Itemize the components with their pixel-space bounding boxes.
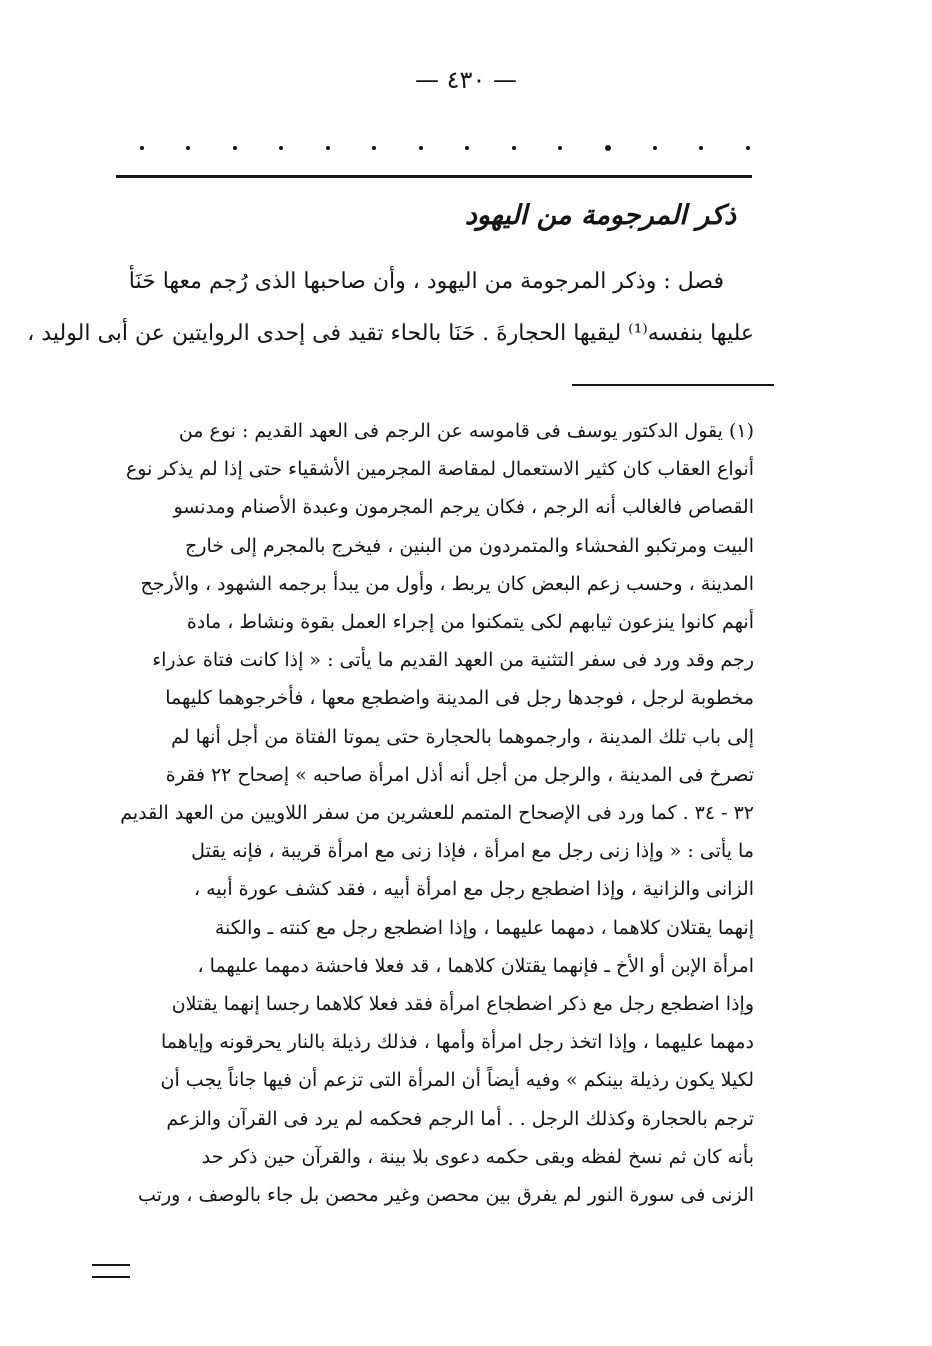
- footnote-line: تصرخ فى المدينة ، والرجل من أجل أنه أذل امرأة صاحبه » إصحاح ٢٢ فقرة: [165, 763, 754, 786]
- footnote-line: أنواع العقاب كان كثير الاستعمال لمقاصة المجرمين الأشقياء حتى إذا لم يذكر نوع: [125, 458, 754, 481]
- ornamental-dot-row: [140, 138, 750, 158]
- footnote-line: رجم وقد ورد فى سفر التثنية من العهد القديم ما يأتى : « إذا كانت فتاة عذراء: [152, 649, 754, 672]
- footnote-line: الزانى والزانية ، وإذا اضطجع رجل مع امرأة أبيه ، فقد كشف عورة أبيه ،: [193, 878, 754, 901]
- footnote-line: ترجم بالحجارة وكذلك الرجل . . أما الرجم فحكمه لم يرد فى القرآن والزعم: [166, 1107, 754, 1130]
- ornament-dot: [558, 146, 562, 150]
- main-text: [27, 256, 754, 360]
- footnote-line: أنهم كانوا ينزعون ثيابهم لكى يتمكنوا من إجراء العمل بقوة ونشاط ، مادة: [186, 611, 754, 634]
- footnote-line: ٣٢ - ٣٤ . كما ورد فى الإصحاح المتمم للعشرين من سفر اللاويين من العهد القديم: [120, 802, 754, 825]
- ornament-dot: [140, 146, 144, 150]
- header-rule: [116, 175, 752, 178]
- ornament-dot: [699, 146, 703, 150]
- footnote-line: البيت ومرتكبو الفحشاء والمتمردون من البنين ، فيخرج بالمجرم إلى خارج: [185, 534, 754, 557]
- footnote-separator: [572, 384, 774, 386]
- footnote-line: بأنه كان ثم نسخ لفظه وبقى حكمه دعوى بلا بينة ، والقرآن حين ذكر حد: [201, 1145, 754, 1168]
- ornament-dot: [419, 146, 423, 150]
- footnote-line: الزنى فى سورة النور لم يفرق بين محصن وغير محصن بل جاء بالوصف ، ورتب: [138, 1184, 754, 1207]
- footnote-line: المدينة ، وحسب زعم البعض كان يربط ، وأول من يبدأ برجمه الشهود ، والأرجح: [140, 572, 754, 595]
- ornament-dot: [512, 146, 516, 150]
- footnote-line: إلى باب تلك المدينة ، وارجموهما بالحجارة حتى يموتا الفتاة من أجل أنها لم: [171, 725, 754, 748]
- footnote-block: [110, 412, 754, 1214]
- footnote-line: إنهما يقتلان كلاهما ، دمهما عليهما ، وإذا اضطجع رجل مع كنته ـ والكنة: [214, 916, 754, 939]
- section-heading: ذكر المرجومة من اليهود: [464, 200, 736, 231]
- footnote-line: القصاص فالغالب أنه الرجم ، فكان يرجم المجرمون وعبدة الأصنام ومدنسو: [173, 496, 754, 519]
- page-number: — ٤٣٠ —: [415, 66, 517, 94]
- continuation-mark: [92, 1264, 130, 1278]
- body-line: عليها بنفسه⁽¹⁾ ليقيها الحجارةَ . حَنَا بالحاء تقيد فى إحدى الروايتين عن أبى الوليد ،: [27, 321, 754, 346]
- ornament-dot: [653, 146, 657, 150]
- ornament-dot: [605, 145, 611, 151]
- ornament-dot: [233, 146, 237, 150]
- ornament-dot: [326, 146, 330, 150]
- ornament-dot: [372, 146, 376, 150]
- ornament-dot: [279, 146, 283, 150]
- ornament-dot: [465, 146, 469, 150]
- footnote-line: لكيلا يكون رذيلة بينكم » وفيه أيضاً أن المرأة التى تزعم أن فيها جاناً يجب أن: [160, 1069, 754, 1092]
- footnote-line: دمهما عليهما ، وإذا اتخذ رجل امرأة وأمها ، فذلك رذيلة بالنار يحرقونه وإياهما: [160, 1031, 754, 1054]
- footnote-line: مخطوبة لرجل ، فوجدها رجل فى المدينة واضطجع معها ، فأخرجوهما كليهما: [165, 687, 754, 710]
- footnote-line: (١) يقول الدكتور يوسف فى قاموسه عن الرجم فى العهد القديم : نوع من: [178, 420, 754, 442]
- body-line: فصل : وذكر المرجومة من اليهود ، وأن صاحبها الذى رُجم معها حَنَأ: [128, 269, 724, 294]
- footnote-line: ما يأتى : « وإذا زنى رجل مع امرأة ، فإذا زنى مع امرأة قريبة ، فإنه يقتل: [191, 840, 754, 863]
- ornament-dot: [746, 146, 750, 150]
- footnote-line: امرأة الإبن أو الأخ ـ فإنهما يقتلان كلاهما ، قد فعلا فاحشة دمهما عليهما ،: [197, 954, 754, 977]
- ornament-dot: [186, 146, 190, 150]
- footnote-line: وإذا اضطجع رجل مع ذكر اضطجاع امرأة فقد فعلا كلاهما رجسا إنهما يقتلان: [171, 993, 754, 1016]
